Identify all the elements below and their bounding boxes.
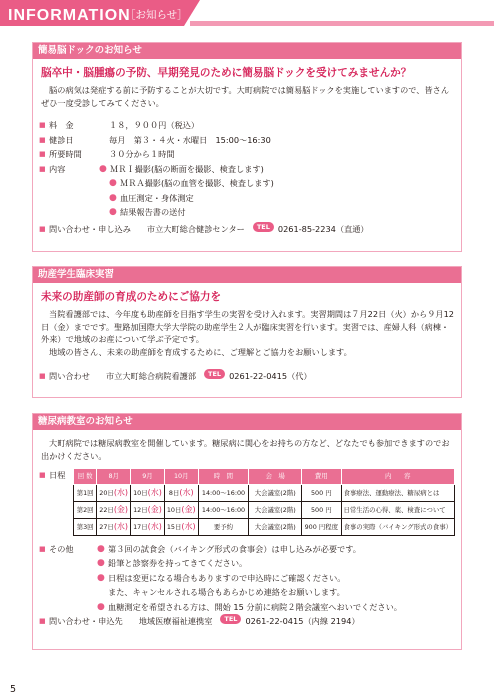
table-cell: 10日(水) (131, 484, 165, 501)
table-cell: 500 円 (302, 501, 341, 518)
section-heading: 助産学生臨床実習 (33, 267, 461, 283)
contact-key: 問い合わせ・申込先 (49, 616, 123, 627)
section-heading: 簡易脳ドックのお知らせ (33, 43, 461, 59)
schedule-table (73, 468, 455, 536)
tel-number: 0261-22-0415（代） (229, 370, 312, 381)
bullet-icon: ■ (39, 150, 46, 159)
col-header: 費用 (302, 469, 341, 485)
dot-icon: ● (99, 163, 107, 174)
section-lead: 未来の助産師の育成のためにご協力を (41, 291, 222, 303)
table-cell: 12日(金) (131, 501, 165, 518)
bullet-icon: ■ (39, 135, 46, 144)
col-header: 時 間 (198, 469, 249, 485)
list-item: ＭＲＩ撮影(脳の断面を撮影、検査します) (110, 163, 264, 174)
bullet-icon: ■ (39, 224, 46, 233)
table-cell: 第3回 (74, 518, 97, 535)
tel-badge: TEL (220, 614, 241, 624)
table-cell: 17日(水) (131, 518, 165, 535)
table-cell: 食事療法、運動療法、糖尿病とは (341, 484, 454, 501)
note-text: 鉛筆と診察券を持ってきてください。 (108, 558, 248, 569)
table-cell: 500 円 (302, 484, 341, 501)
table-cell: 大会議室(2階) (249, 518, 302, 535)
tel-number: 0261-22-0415（内線 2194） (245, 616, 360, 627)
list-row (39, 176, 455, 191)
table-cell: 22日(金) (97, 501, 131, 518)
note-text: 血糖測定を希望される方は、開始 15 分前に病院２階会議室へおいでください。 (108, 601, 402, 612)
info-key: 健診日 (49, 134, 74, 145)
col-header: 8月 (97, 469, 131, 485)
section-body: 脳の病気は発症する前に予防することが大切です。大町病院では簡易脳ドックを実施していますので、皆さんぜひ一度受診してみてください。 (41, 85, 450, 108)
section-brain-dock (32, 42, 462, 252)
table-cell: 14:00～16:00 (198, 484, 249, 501)
table-cell: 大会議室(2階) (249, 484, 302, 501)
section-body: 地域の皆さん、未来の助産師を育成するために、ご理解とご協力をお願いします。 (49, 347, 352, 358)
table-row (74, 484, 455, 501)
info-value: ３０分から１時間 (109, 149, 175, 160)
list-item: 結果報告書の送付 (120, 207, 186, 218)
info-value: １８，９００円（税込） (109, 120, 200, 131)
col-header: 9月 (131, 469, 165, 485)
tel-badge: TEL (253, 222, 274, 232)
schedule-key: 日程 (49, 470, 66, 481)
page-number: 5 (10, 684, 17, 695)
contact-row (39, 614, 455, 629)
list-row (39, 191, 455, 206)
col-header: 会 場 (249, 469, 302, 485)
contact-value: 市立大町総合病院看護部 (105, 370, 197, 381)
table-cell: 10日(金) (164, 501, 198, 518)
table-cell: 日常生活の心得、薬、検査について (341, 501, 454, 518)
table-cell: 第2回 (74, 501, 97, 518)
bullet-icon: ■ (39, 121, 46, 130)
note-row (39, 585, 455, 600)
section-body: 当院看護部では、今年度も助産師を目指す学生の実習を受け入れます。実習期間は７月22日（火）から９月12日（金）までです。聖路加国際大学大学院の助産学生２人が臨床実習を行います。実習では、産婦人科（病棟・外来）で地域のお産について学ぶ予定です。 (41, 309, 454, 345)
note-text: 第３回の試食会（バイキング形式の食事会）は申し込みが必要です。 (108, 543, 361, 554)
info-value: 毎月 第３・４火・水曜日 15:00～16:30 (109, 134, 271, 145)
note-key: その他 (49, 543, 74, 554)
contact-row (39, 369, 455, 384)
bullet-icon: ■ (39, 544, 46, 553)
info-row-content (39, 162, 455, 177)
table-row (74, 518, 455, 535)
note-text: また、キャンセルされる場合もあらかじめ連絡をお願いします。 (108, 587, 345, 598)
section-lead: 脳卒中・脳腫瘍の予防、早期発見のために簡易脳ドックを受けてみませんか？ (41, 67, 412, 79)
table-row (74, 501, 455, 518)
dot-icon: ● (109, 207, 117, 218)
bullet-icon: ■ (39, 617, 46, 626)
table-cell: 大会議室(2階) (249, 501, 302, 518)
list-item: 血圧測定・身体測定 (120, 192, 194, 203)
contact-value: 地域医療福祉連携室 (138, 616, 213, 627)
dot-icon: ● (109, 192, 117, 203)
table-cell: 要予約 (198, 518, 249, 535)
header-title: INFORMATION (8, 7, 131, 24)
note-row (39, 542, 455, 557)
dot-icon: ● (97, 572, 105, 583)
contact-key: 問い合わせ・申し込み (49, 223, 131, 234)
info-row-time (39, 147, 455, 162)
section-midwife-training (32, 266, 462, 398)
col-header: 回 数 (74, 469, 97, 485)
info-key: 所要時間 (49, 149, 82, 160)
table-header-row (74, 469, 455, 485)
col-header: 10月 (164, 469, 198, 485)
note-text: 日程は変更になる場合もありますので申込時にご確認ください。 (108, 572, 346, 583)
table-cell: 15日(水) (164, 518, 198, 535)
table-cell: 27日(水) (97, 518, 131, 535)
col-header: 内 容 (341, 469, 454, 485)
dot-icon: ● (97, 543, 105, 554)
contact-row (39, 222, 455, 237)
note-row (39, 600, 455, 615)
dot-icon: ● (97, 558, 105, 569)
dot-icon: ● (97, 601, 105, 612)
table-cell: 8日(水) (164, 484, 198, 501)
dot-icon: ● (109, 178, 117, 189)
table-cell: 20日(水) (97, 484, 131, 501)
contact-value: 市立大町総合健診センター (146, 223, 245, 234)
info-row-date (39, 133, 455, 148)
section-heading: 糖尿病教室のお知らせ (33, 414, 461, 430)
table-cell: 食事の実際（バイキング形式の食事） (341, 518, 454, 535)
header-subtitle: ［お知らせ］ (125, 9, 188, 21)
header-rule (190, 21, 494, 26)
info-key: 内容 (49, 163, 66, 174)
list-row (39, 205, 455, 220)
table-cell: 第1回 (74, 484, 97, 501)
note-row (39, 556, 455, 571)
info-key: 料 金 (49, 120, 74, 131)
tel-number: 0261-85-2234（直通） (277, 223, 369, 234)
info-row-fee (39, 118, 455, 133)
tel-badge: TEL (204, 369, 225, 379)
bullet-icon: ■ (39, 164, 46, 173)
section-body: 大町病院では糖尿病教室を開催しています。糖尿病に関心をお持ちの方など、どなたでも参加できますのでお出かけください。 (41, 438, 450, 461)
table-cell: 14:00～16:00 (198, 501, 249, 518)
bullet-icon: ■ (39, 471, 46, 480)
contact-key: 問い合わせ (49, 370, 90, 381)
section-diabetes-class (32, 413, 462, 650)
note-row (39, 571, 455, 586)
schedule-row (39, 468, 455, 536)
list-item: ＭＲＡ撮影(脳の血管を撮影、検査します) (120, 178, 274, 189)
table-cell: 900 円程度 (302, 518, 341, 535)
page-header (0, 0, 494, 26)
bullet-icon: ■ (39, 371, 46, 380)
